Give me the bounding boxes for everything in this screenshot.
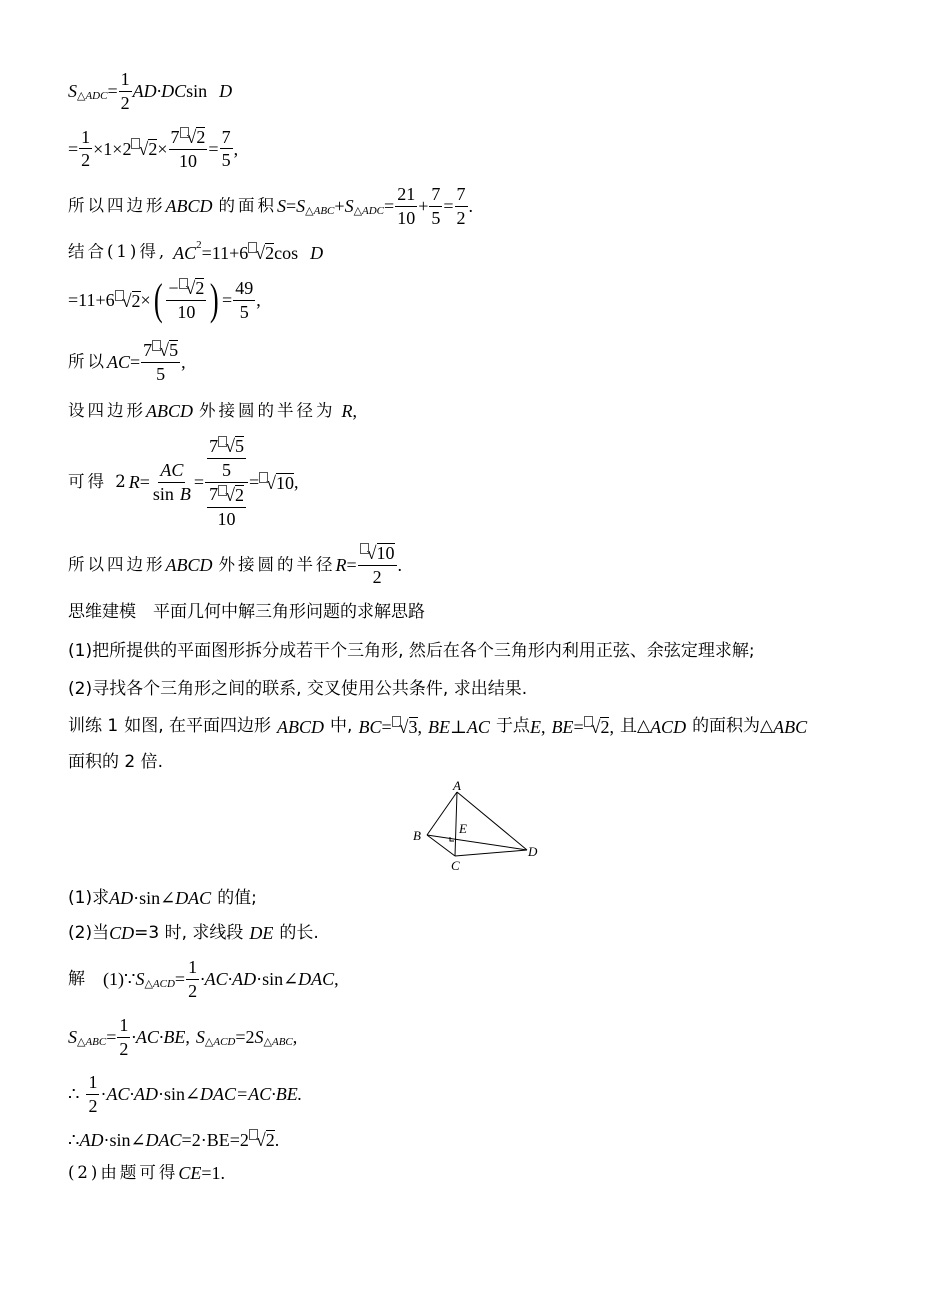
comma: ,: [540, 716, 546, 737]
symbol-s: S: [344, 196, 354, 217]
var-dac: DAC: [175, 888, 212, 908]
superscript: 2: [196, 239, 202, 251]
equals: =: [222, 290, 233, 310]
comma: ,: [609, 716, 614, 737]
comma: ,: [256, 290, 261, 310]
fraction: $\frac{7}{2}$: [456, 184, 466, 228]
sin-angle: ·sin∠: [157, 1084, 201, 1105]
text: 中,: [330, 716, 353, 736]
radical: √ 3: [392, 717, 418, 736]
sin-angle: ·sin∠: [133, 888, 176, 908]
therefore: ∴: [68, 1084, 80, 1105]
radical: √ 10: [259, 473, 294, 492]
expr: =11+6: [68, 290, 115, 310]
var-dac: DAC: [145, 1129, 182, 1150]
equation-line-9: [68, 543, 402, 587]
text: 且△: [619, 716, 651, 736]
fraction: $\frac{7}{5}$: [221, 126, 231, 171]
question-2: [68, 924, 319, 942]
var-ac: AC: [107, 351, 131, 372]
fraction: $\frac{1}{2}$: [188, 957, 198, 1001]
equals: =: [174, 969, 186, 990]
question-1: [68, 889, 257, 907]
product: AC·AD: [106, 1084, 158, 1105]
therefore: ∴: [68, 1129, 80, 1150]
equals: =: [68, 138, 79, 159]
point-label-d: D: [528, 844, 538, 859]
point-label-c: C: [451, 858, 460, 873]
equation-line-7: [68, 402, 357, 420]
equals: =: [384, 196, 395, 217]
times: ×: [157, 138, 168, 159]
solution-line-3: ∴ $\frac{1}{2}$ · AC·AD ·sin∠ DAC =AC·BE.: [68, 1072, 303, 1116]
text: (1)求: [68, 887, 110, 908]
var-be: BE: [551, 716, 574, 737]
comma: ,: [185, 1027, 190, 1048]
comma: ,: [292, 1027, 298, 1048]
because: (1)∵: [103, 969, 136, 990]
symbol-s: S: [135, 969, 145, 990]
equals: =: [106, 1027, 117, 1048]
section-heading: 思维建模 平面几何中解三角形问题的求解思路: [68, 602, 425, 622]
equals: =: [193, 472, 205, 493]
fraction: $\frac{21}{10}$: [397, 184, 416, 228]
var-dac: DAC: [298, 969, 335, 990]
period: .: [274, 1129, 280, 1150]
radical: √ 2: [584, 717, 610, 736]
fraction: $\frac{7}{5}$: [431, 184, 441, 228]
var-abc: ABC: [773, 716, 808, 737]
text: 设四边形: [68, 400, 146, 420]
fraction: $\frac{1}{2}$: [120, 69, 130, 113]
symbol-s: S: [296, 196, 306, 217]
subscript: △ABC: [77, 1035, 107, 1048]
text: 所以四边形: [68, 196, 166, 216]
text: 所以: [68, 351, 107, 371]
symbol-s: S: [68, 1027, 77, 1048]
text: =3 时, 求线段: [134, 922, 244, 943]
var-abcd: ABCD: [277, 716, 325, 737]
var-bc: BC: [358, 716, 382, 737]
var-r: R: [341, 401, 353, 421]
comma: ,: [181, 351, 186, 372]
text: 所以四边形: [68, 554, 166, 574]
equation-line-2: [68, 127, 238, 171]
point-label-a: A: [453, 780, 461, 793]
complex-fraction: 7 √ 5 5 7 √ 2 10: [205, 436, 248, 529]
var-ad: AD: [79, 1129, 104, 1150]
plus: +: [418, 196, 429, 217]
expr: =11+6: [201, 242, 249, 263]
subscript: △ACD: [144, 977, 175, 990]
sin-angle: ·sin∠: [103, 1129, 146, 1150]
var-acd: ACD: [650, 716, 687, 737]
equation-line-5: =11+6 √ 2 × ( − √ 2 10 ) = $\frac{49}{5}$ ,: [68, 275, 261, 324]
text: 的面积为△: [692, 716, 774, 736]
point-label-e: E: [459, 821, 467, 836]
solution-label: 解: [68, 968, 85, 989]
var-ac: AC: [173, 242, 197, 263]
radical: √ 2: [248, 243, 274, 262]
text: 的面积: [218, 196, 277, 216]
solution-line-2: [68, 1016, 297, 1059]
fraction: 7 √ 2 10: [170, 126, 206, 171]
fraction: $\frac{49}{5}$: [235, 277, 254, 322]
var-dac: DAC: [200, 1084, 237, 1105]
equals: =: [208, 138, 219, 159]
subscript: △ACD: [204, 1035, 236, 1048]
result: =AC·BE.: [236, 1084, 303, 1105]
fraction: $\frac{1}{2}$: [88, 1072, 98, 1116]
product: ×1×2: [93, 138, 132, 159]
product: ·AC·AD: [200, 969, 257, 990]
training-label: 训练 1: [68, 716, 119, 736]
var-abcd: ABCD: [165, 196, 213, 217]
text: 于点: [495, 716, 530, 736]
var-r: R: [128, 472, 140, 493]
subscript: △ABC: [263, 1035, 293, 1048]
equation-line-6: [68, 340, 186, 384]
cos: cos: [274, 242, 299, 263]
var-d: D: [310, 242, 324, 263]
equals: =: [346, 554, 357, 575]
radical: √ 2: [131, 139, 157, 158]
var-ad: AD: [109, 888, 134, 908]
symbol-s: S: [277, 196, 286, 217]
equals: =: [130, 351, 141, 372]
solution-line-4: [68, 1130, 279, 1149]
subscript: △ADC: [77, 89, 108, 102]
equals: =: [573, 716, 584, 737]
text: 可得 2: [68, 472, 129, 492]
fraction: − √ 2 10: [168, 277, 205, 322]
fraction: AC sin B: [152, 459, 191, 504]
equals: =: [139, 472, 150, 493]
point-label-b: B: [413, 828, 421, 843]
quadrilateral-figure: [405, 780, 550, 875]
step-1-text: (1)把所提供的平面图形拆分成若干个三角形, 然后在各个三角形内利用正弦、余弦定理求解;: [68, 641, 755, 661]
var-ce: CE: [178, 1163, 202, 1183]
equals: =: [286, 196, 297, 217]
step-2-text: (2)寻找各个三角形之间的联系, 交叉使用公共条件, 求出结果.: [68, 679, 528, 699]
product-term: AD·DC: [132, 81, 187, 102]
var-de: DE: [249, 923, 274, 943]
perp-relation: BE⊥AC: [428, 716, 490, 737]
fraction: $\frac{1}{2}$: [119, 1015, 129, 1059]
radical: √ 2: [115, 291, 141, 310]
equals: =: [381, 716, 392, 737]
comma: ,: [417, 716, 423, 737]
result: =1.: [201, 1163, 226, 1183]
plus: +: [334, 196, 345, 217]
product: ·AC·BE: [131, 1027, 186, 1048]
training-line-1: [68, 717, 807, 736]
text: (2)由题可得: [68, 1162, 179, 1182]
comma: ,: [352, 401, 357, 421]
equation-line-1: [68, 70, 232, 113]
equation-line-4: [68, 239, 324, 263]
symbol-s: S: [254, 1027, 264, 1048]
period: .: [397, 554, 403, 575]
subscript: △ABC: [305, 204, 335, 217]
fraction: 7 √ 5 5: [143, 339, 179, 384]
text: 外接圆的半径为: [199, 400, 336, 420]
var-cd: CD: [109, 923, 135, 943]
text: 外接圆的半径: [218, 554, 336, 574]
equals-2: =2: [235, 1027, 255, 1048]
equation-line-8: [68, 436, 299, 529]
var-abcd: ABCD: [165, 554, 213, 575]
sin-angle: ·sin∠: [256, 969, 299, 990]
comma: ,: [233, 138, 239, 159]
text: 的值;: [217, 887, 257, 908]
equals: =: [107, 81, 118, 102]
subscript: △ADC: [353, 204, 385, 217]
training-line-2: 面积的 2 倍.: [68, 752, 164, 772]
solution-line-1: [68, 958, 339, 1001]
symbol-s: S: [68, 81, 77, 102]
text: 结合(1)得,: [68, 242, 168, 262]
comma: ,: [294, 472, 299, 493]
period: .: [468, 196, 473, 217]
text: (2)当: [68, 922, 110, 943]
result: =2·BE=2: [181, 1129, 249, 1150]
equals: =: [248, 472, 260, 493]
text: 的长.: [279, 922, 319, 943]
text: 如图, 在平面四边形: [124, 716, 272, 736]
times: ×: [140, 290, 151, 310]
equals: =: [443, 196, 454, 217]
var-d: D: [219, 81, 233, 102]
symbol-s: S: [195, 1027, 205, 1048]
equation-line-3: [68, 185, 473, 228]
fraction: √ 10 2: [358, 543, 397, 587]
var-r: R: [335, 554, 347, 575]
comma: ,: [334, 969, 339, 990]
radical: √ 2: [249, 1130, 275, 1149]
var-e: E: [529, 716, 541, 737]
solution-line-5: [68, 1164, 225, 1182]
sin: sin: [186, 81, 208, 102]
fraction: $\frac{1}{2}$: [81, 126, 91, 171]
var-abcd: ABCD: [146, 401, 193, 421]
